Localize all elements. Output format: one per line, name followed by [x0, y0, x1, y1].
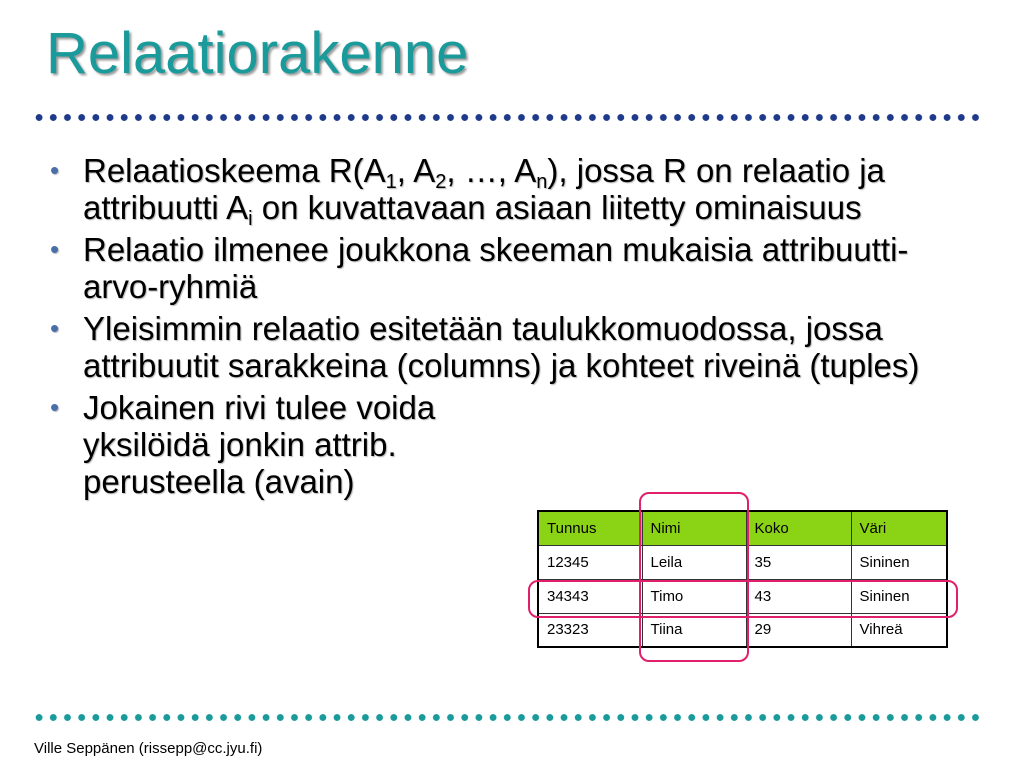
bullet-item-relation-set	[46, 231, 976, 305]
bullet-icon: •	[50, 234, 60, 264]
bullet-list	[46, 152, 976, 505]
subscript-2: 2	[435, 171, 447, 193]
table-cell: Tiina	[642, 613, 746, 647]
bullet-text-part: Relaatioskeema R(A	[83, 152, 386, 189]
header-cell-nimi: Nimi	[642, 511, 746, 545]
subscript-1: 1	[385, 171, 397, 193]
table-cell: 35	[746, 545, 851, 579]
table-cell: Sininen	[851, 545, 947, 579]
header-cell-koko: Koko	[746, 511, 851, 545]
slide-title: Relaatiorakenne	[46, 21, 469, 86]
column-highlight-outline	[639, 492, 749, 662]
footer-author: Ville Seppänen (rissepp@cc.jyu.fi)	[34, 740, 263, 757]
bullet-icon: •	[50, 392, 60, 422]
table-cell: 23323	[538, 613, 642, 647]
bullet-text: Relaatio ilmenee joukkona skeeman mukaisia attribuutti-arvo-ryhmiä	[83, 231, 909, 305]
bullet-icon: •	[50, 313, 60, 343]
header-cell-tunnus: Tunnus	[538, 511, 642, 545]
table-cell: 29	[746, 613, 851, 647]
table-cell: Timo	[642, 579, 746, 613]
bullet-text-part: , …, A	[446, 152, 537, 189]
bullet-text-part: , A	[396, 152, 436, 189]
top-dotted-divider	[32, 113, 982, 122]
bullet-text: Jokainen rivi tulee voida yksilöidä jonkin attrib. perusteella (avain)	[83, 389, 436, 500]
table-cell: Sininen	[851, 579, 947, 613]
bullet-text-part: on kuvattavaan asiaan liitetty ominaisuus	[252, 189, 862, 226]
bullet-item-key	[46, 389, 523, 500]
subscript-i: i	[248, 208, 253, 230]
row-highlight-outline	[528, 580, 958, 618]
table-cell: 12345	[538, 545, 642, 579]
table-cell: 34343	[538, 579, 642, 613]
table-cell: Vihreä	[851, 613, 947, 647]
table-cell: 43	[746, 579, 851, 613]
bullet-item-relation-schema	[46, 152, 976, 230]
bottom-dotted-divider	[32, 713, 982, 722]
header-cell-vari: Väri	[851, 511, 947, 545]
bullet-item-table-form	[46, 310, 976, 384]
bullet-text: Yleisimmin relaatio esitetään taulukkomuodossa, jossa attribuutit sarakkeina (columns) ja kohteet riveinä (tuples)	[83, 310, 920, 384]
bullet-icon: •	[50, 155, 60, 185]
table-cell: Leila	[642, 545, 746, 579]
subscript-n: n	[536, 171, 548, 193]
bullet-text-part: ), jossa R on relaatio ja attribuutti A	[83, 152, 885, 226]
